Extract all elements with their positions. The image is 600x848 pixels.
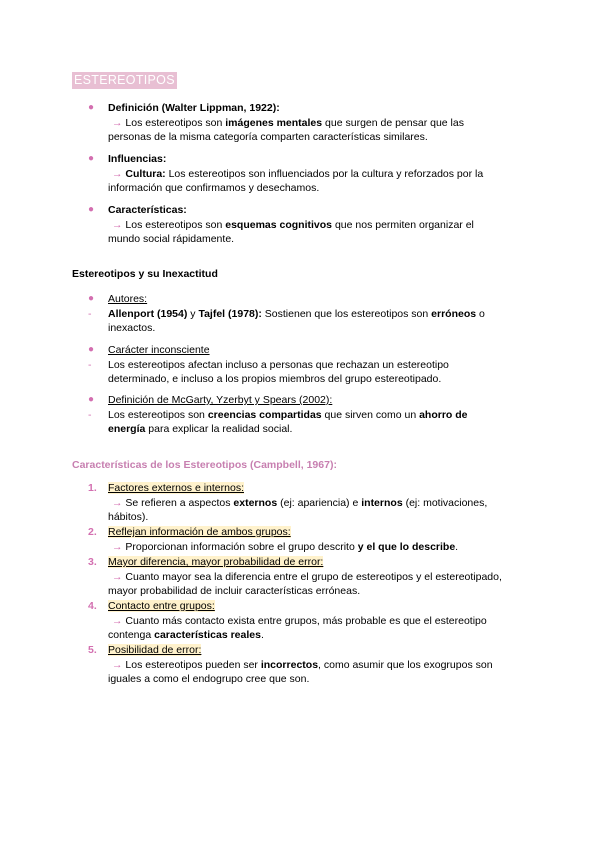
list-item (88, 343, 528, 358)
list-item (88, 152, 528, 196)
item-label: Factores externos e internos: (108, 482, 244, 494)
text: para explicar la realidad social. (145, 423, 293, 435)
item-label: Mayor diferencia, mayor probabilidad de error: (108, 556, 324, 568)
arrow-icon: → (112, 540, 123, 553)
bold-text: internos (361, 496, 403, 509)
item-text-line2: mundo social rápidamente. (108, 233, 235, 245)
item-label-row (108, 643, 528, 658)
list-item (88, 408, 528, 437)
item-label-row (108, 525, 528, 540)
list-item (88, 393, 528, 408)
text: Los estereotipos son influenciados por la cultura y reforzados por la (165, 167, 484, 180)
item-label: Contacto entre grupos: (108, 600, 215, 612)
text: o (476, 307, 485, 320)
item-text-line2: personas de la misma categoría comparten características similares. (108, 131, 428, 143)
item-label-row (108, 481, 528, 496)
item-text-line2: inexactos. (108, 322, 156, 334)
section-heading: Estereotipos y su Inexactitud (72, 268, 218, 280)
item-text-line2: información que confirmamos y desechamos. (108, 182, 320, 194)
item-label: Definición de McGarty, Yzerbyt y Spears (2002): (108, 394, 333, 406)
item-text (108, 614, 528, 629)
bold-text: creencias compartidas (207, 408, 322, 421)
bold-text: características reales (154, 629, 261, 641)
list-item (88, 203, 528, 247)
bold-text: ahorro de (419, 408, 468, 421)
bullet-icon: ● (88, 204, 95, 215)
bullet-icon: ● (88, 293, 95, 304)
section-heading: Características de los Estereotipos (Campbell, 1967): (72, 459, 337, 471)
bullet-icon: ● (88, 344, 95, 355)
item-text (108, 408, 528, 423)
item-text (108, 658, 528, 673)
intro-list (88, 101, 528, 145)
item-text (108, 307, 528, 322)
item-text-line2 (108, 422, 528, 437)
item-text (108, 570, 528, 585)
item-label-row (108, 555, 528, 570)
text: Proporcionan información sobre el grupo descrito (122, 540, 358, 553)
text: Los estereotipos pueden ser (122, 658, 261, 671)
arrow-icon: → (112, 116, 123, 129)
list-item (88, 292, 528, 307)
item-label: Posibilidad de error: (108, 644, 202, 656)
list-item (88, 525, 528, 554)
item-number: 5. (88, 644, 97, 656)
bold-text: externos (233, 496, 278, 509)
text: que nos permiten organizar el (332, 218, 474, 231)
section2-item (88, 393, 528, 437)
list-item (88, 599, 528, 643)
arrow-icon: → (112, 218, 123, 231)
arrow-icon: → (112, 167, 123, 180)
item-text (108, 167, 528, 182)
text: que sirven como un (321, 408, 420, 421)
page-title: ESTEREOTIPOS (74, 73, 175, 87)
text: (ej: motivaciones, (402, 496, 488, 509)
bullet-icon: ● (88, 102, 95, 113)
text: Los estereotipos son (122, 218, 226, 231)
bold-text: erróneos (431, 307, 477, 320)
numbered-item (88, 481, 528, 525)
bold-text: esquemas cognitivos (225, 218, 333, 231)
text: Cuanto mayor sea la diferencia entre el grupo de estereotipos y el estereotipado, (122, 570, 502, 583)
item-label-row (108, 599, 528, 614)
item-text-line2: hábitos). (108, 511, 149, 523)
arrow-icon: → (112, 570, 123, 583)
item-number: 2. (88, 526, 97, 538)
item-label: Autores: (108, 293, 148, 305)
arrow-icon: → (112, 496, 123, 509)
text: contenga (108, 629, 155, 641)
intro-list (88, 152, 528, 196)
bold-text: Cultura: (122, 167, 166, 180)
dash-icon: - (88, 408, 92, 421)
text: Los estereotipos son (122, 116, 226, 129)
intro-list (88, 203, 528, 247)
numbered-item (88, 643, 528, 687)
list-item (88, 555, 528, 599)
numbered-item (88, 525, 528, 554)
bullet-icon: ● (88, 394, 95, 405)
item-heading: Características: (108, 204, 187, 216)
list-item (88, 101, 528, 145)
list-item (88, 307, 528, 336)
text: y (187, 307, 199, 320)
bold-text: y el que lo describe (357, 540, 456, 553)
text: Cuanto más contacto exista entre grupos, más probable es que el estereotipo (122, 614, 487, 627)
bold-text: Allenport (1954) (108, 307, 188, 320)
item-text (108, 116, 528, 131)
numbered-item (88, 555, 528, 599)
item-number: 1. (88, 482, 97, 494)
list-item (88, 358, 528, 387)
list-item (88, 643, 528, 687)
bold-text: incorrectos (260, 658, 319, 671)
dash-icon: - (88, 307, 92, 320)
item-heading: Definición (Walter Lippman, 1922): (108, 102, 280, 114)
text: , como asumir que los exogrupos son (318, 658, 493, 671)
item-text (108, 218, 528, 233)
bold-text: Tajfel (1978): (198, 307, 262, 320)
text: . (260, 629, 264, 641)
item-text (108, 496, 528, 511)
item-number: 3. (88, 556, 97, 568)
text: . (455, 540, 459, 553)
arrow-icon: → (112, 658, 123, 671)
item-text-line2 (108, 628, 528, 643)
text: que surgen de pensar que las (322, 116, 464, 129)
numbered-item (88, 599, 528, 643)
item-text-line2: determinado, e incluso a los propios miembros del grupo estereotipado. (108, 373, 442, 385)
item-number: 4. (88, 600, 97, 612)
section2-item (88, 292, 528, 336)
item-text-line2: iguales a como el endogrupo cree que son. (108, 673, 310, 685)
bold-text: energía (108, 423, 146, 435)
item-text-line2: mayor probabilidad de incluir características erróneas. (108, 585, 361, 597)
section2-item (88, 343, 528, 387)
dash-icon: - (88, 358, 92, 371)
item-text: Los estereotipos afectan incluso a personas que rechazan un estereotipo (108, 358, 449, 371)
bold-text: imágenes mentales (225, 116, 323, 129)
item-heading: Influencias: (108, 153, 167, 165)
text: Sostienen que los estereotipos son (261, 307, 432, 320)
text: (ej: apariencia) e (277, 496, 362, 509)
list-item (88, 481, 528, 525)
arrow-icon: → (112, 614, 123, 627)
text: Los estereotipos son (108, 408, 208, 421)
text: Se refieren a aspectos (122, 496, 234, 509)
item-label: Reflejan información de ambos grupos: (108, 526, 291, 538)
item-text (108, 540, 528, 555)
item-label: Carácter inconsciente (108, 344, 210, 356)
bullet-icon: ● (88, 153, 95, 164)
